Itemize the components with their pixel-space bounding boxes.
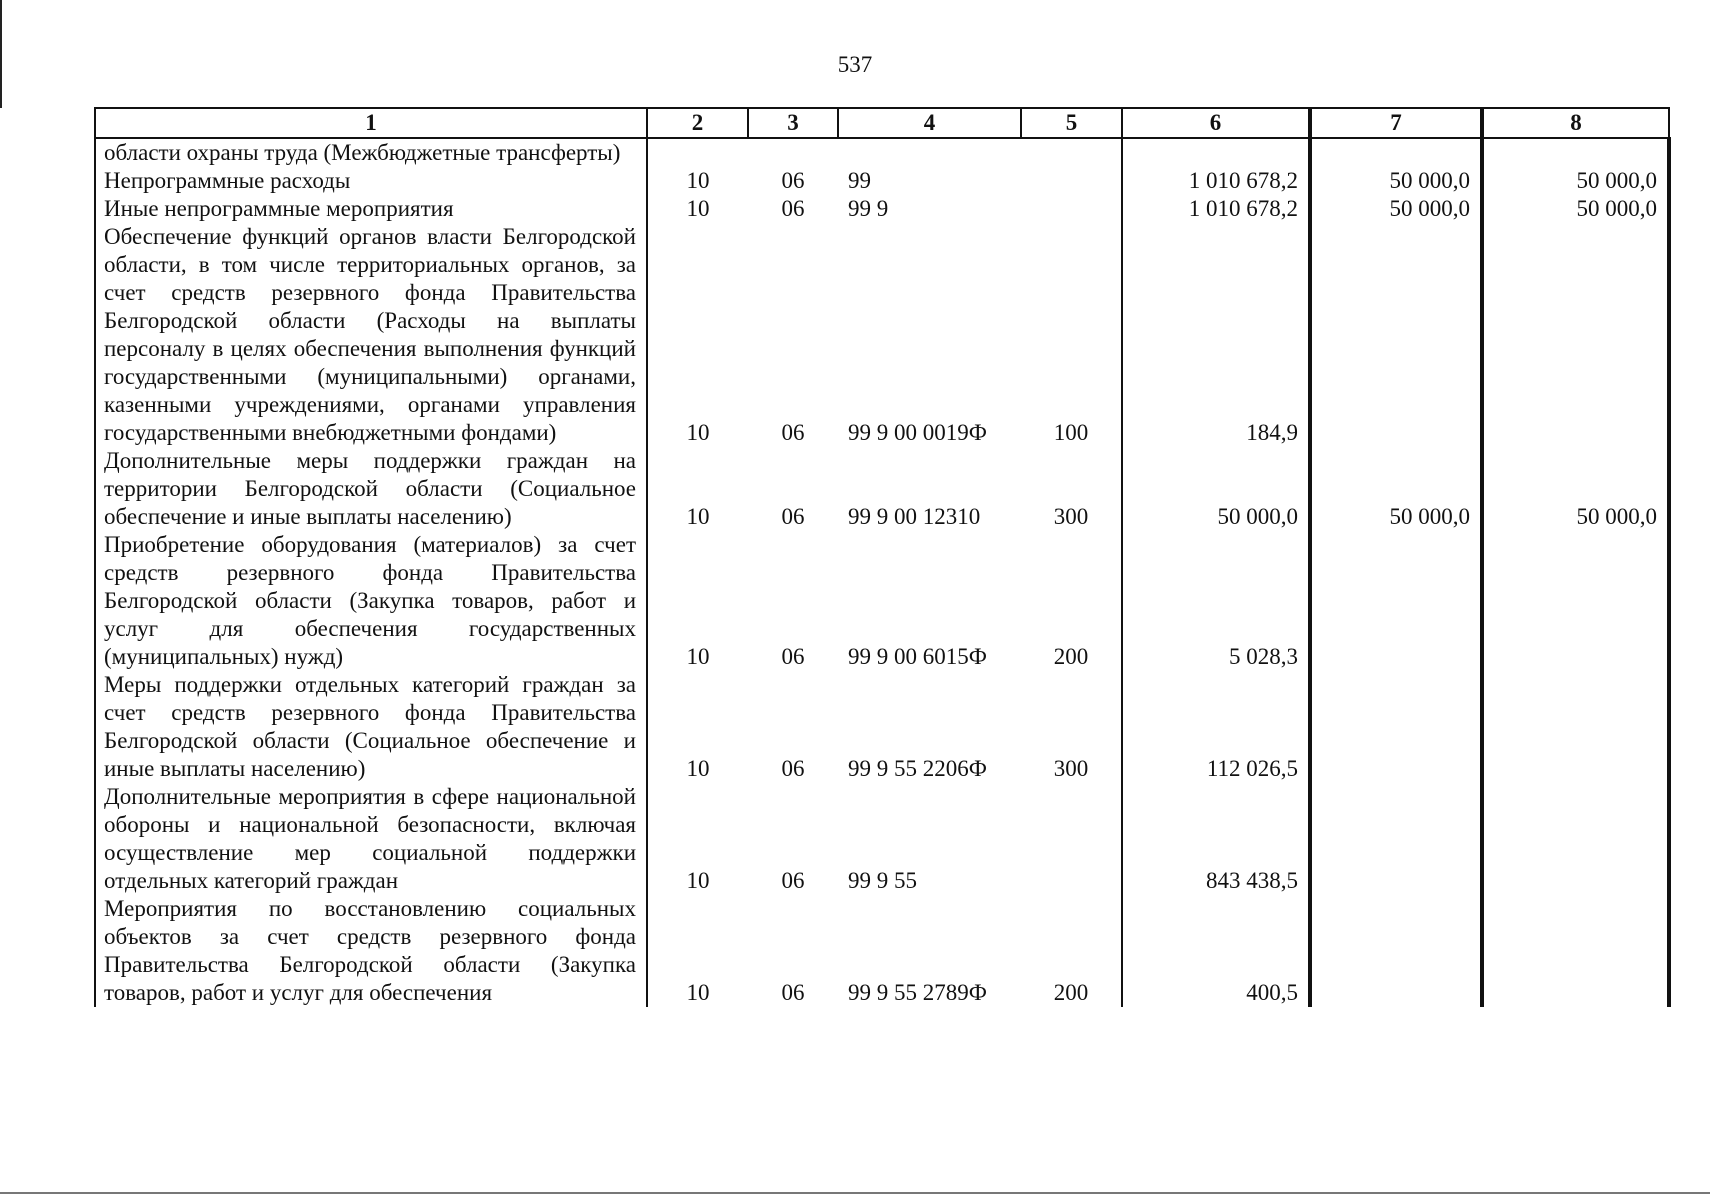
- cell-section: 10: [647, 447, 748, 531]
- cell-subsection: 06: [781, 196, 805, 221]
- table-row: [95, 223, 1669, 447]
- cell-amount-2: [1310, 895, 1482, 1007]
- cell-section: 10: [647, 167, 748, 195]
- cell-amount-3: [1482, 895, 1669, 1007]
- table-row: [95, 895, 1669, 1007]
- cell-amount-2: [1310, 138, 1482, 167]
- table-row: [95, 167, 1669, 195]
- cell-subsection: 06: [781, 420, 805, 445]
- cell-name: области охраны труда (Межбюджетные трансферты): [95, 138, 647, 167]
- table-row: [95, 531, 1669, 671]
- cell-target-item: 99 9 55 2206Ф: [848, 756, 987, 781]
- scan-edge-line: [0, 1192, 1710, 1194]
- cell-name: Дополнительные меры поддержки граждан на территории Белгородской области (Социальное обеспечение и иные выплаты населению): [95, 447, 647, 531]
- cell-amount-2: 50 000,0: [1310, 195, 1482, 223]
- cell-subsection: 06: [781, 980, 805, 1005]
- cell-amount-2: 50 000,0: [1310, 167, 1482, 195]
- cell-amount-1: 112 026,5: [1122, 671, 1310, 783]
- cell-section: [647, 138, 748, 167]
- cell-amount-1: 184,9: [1122, 223, 1310, 447]
- column-header-amount-2: 7: [1310, 108, 1482, 138]
- cell-expense-type: 300: [1021, 447, 1122, 531]
- cell-target-item: [838, 138, 1021, 167]
- cell-amount-2: [1310, 671, 1482, 783]
- cell-amount-1: 5 028,3: [1122, 531, 1310, 671]
- cell-section: 10: [647, 223, 748, 447]
- cell-amount-3: 50 000,0: [1482, 447, 1669, 531]
- table-row: [95, 783, 1669, 895]
- cell-subsection: 06: [781, 644, 805, 669]
- cell-name: Обеспечение функций органов власти Белгородской области, в том числе территориальных органов, за счет средств резервного фонда Правительства Белгородской области (Расходы на выплаты персоналу в целях обеспечения выполнения функций государственными (муниципальными) органами, казенными учреждениями, органами управления государственными внебюджетными фондами): [95, 223, 647, 447]
- cell-target-item: 99 9: [848, 196, 889, 221]
- cell-target-item: 99 9 00 0019Ф: [848, 420, 987, 445]
- cell-amount-3: [1482, 671, 1669, 783]
- table-header-row: [95, 108, 1669, 138]
- column-header-subsection: 3: [748, 108, 838, 138]
- cell-subsection: [748, 138, 838, 167]
- cell-subsection: 06: [781, 168, 805, 193]
- cell-name: Непрограммные расходы: [95, 167, 647, 195]
- cell-expense-type: [1021, 195, 1122, 223]
- cell-amount-3: [1482, 531, 1669, 671]
- cell-target-item: 99 9 00 6015Ф: [848, 644, 987, 669]
- cell-expense-type: 200: [1021, 531, 1122, 671]
- cell-amount-1: 843 438,5: [1122, 783, 1310, 895]
- cell-section: 10: [647, 783, 748, 895]
- cell-amount-3: 50 000,0: [1482, 167, 1669, 195]
- cell-amount-3: [1482, 138, 1669, 167]
- cell-expense-type: [1021, 138, 1122, 167]
- cell-expense-type: 200: [1021, 895, 1122, 1007]
- cell-name: Иные непрограммные мероприятия: [95, 195, 647, 223]
- cell-section: 10: [647, 531, 748, 671]
- cell-section: 10: [647, 195, 748, 223]
- cell-amount-3: [1482, 223, 1669, 447]
- column-header-section: 2: [647, 108, 748, 138]
- cell-subsection: 06: [781, 756, 805, 781]
- cell-expense-type: [1021, 167, 1122, 195]
- table-row: [95, 195, 1669, 223]
- cell-target-item: 99: [848, 168, 871, 193]
- cell-target-item: 99 9 00 12310: [848, 504, 981, 529]
- cell-amount-1: 1 010 678,2: [1122, 195, 1310, 223]
- cell-target-item: 99 9 55 2789Ф: [848, 980, 987, 1005]
- cell-amount-1: [1122, 138, 1310, 167]
- cell-amount-1: 50 000,0: [1122, 447, 1310, 531]
- cell-amount-3: [1482, 783, 1669, 895]
- cell-amount-1: 1 010 678,2: [1122, 167, 1310, 195]
- cell-name: Мероприятия по восстановлению социальных объектов за счет средств резервного фонда Правительства Белгородской области (Закупка товаров, работ и услуг для обеспечения: [95, 895, 647, 1007]
- column-header-name: 1: [95, 108, 647, 138]
- column-header-target-item: 4: [838, 108, 1021, 138]
- cell-expense-type: 300: [1021, 671, 1122, 783]
- cell-amount-3: 50 000,0: [1482, 195, 1669, 223]
- cell-section: 10: [647, 895, 748, 1007]
- page-number: 537: [837, 52, 873, 77]
- budget-table: [94, 107, 1671, 1007]
- cell-subsection: 06: [781, 868, 805, 893]
- cell-subsection: 06: [781, 504, 805, 529]
- cell-expense-type: [1021, 783, 1122, 895]
- cell-target-item: 99 9 55: [848, 868, 917, 893]
- cell-amount-2: [1310, 223, 1482, 447]
- column-header-amount-1: 6: [1122, 108, 1310, 138]
- cell-amount-2: [1310, 531, 1482, 671]
- cell-name: Меры поддержки отдельных категорий граждан за счет средств резервного фонда Правительства Белгородской области (Социальное обеспечение и иные выплаты населению): [95, 671, 647, 783]
- column-header-expense-type: 5: [1021, 108, 1122, 138]
- cell-expense-type: 100: [1021, 223, 1122, 447]
- cell-name: Дополнительные мероприятия в сфере национальной обороны и национальной безопасности, включая осуществление мер социальной поддержки отдельных категорий граждан: [95, 783, 647, 895]
- column-header-amount-3: 8: [1482, 108, 1669, 138]
- cell-name: Приобретение оборудования (материалов) за счет средств резервного фонда Правительства Белгородской области (Закупка товаров, работ и услуг для обеспечения государственных (муниципальных) нужд): [95, 531, 647, 671]
- table-row: [95, 138, 1669, 167]
- table-row: [95, 671, 1669, 783]
- cell-amount-2: [1310, 783, 1482, 895]
- table-row: [95, 447, 1669, 531]
- cell-amount-2: 50 000,0: [1310, 447, 1482, 531]
- cell-amount-1: 400,5: [1122, 895, 1310, 1007]
- cell-section: 10: [647, 671, 748, 783]
